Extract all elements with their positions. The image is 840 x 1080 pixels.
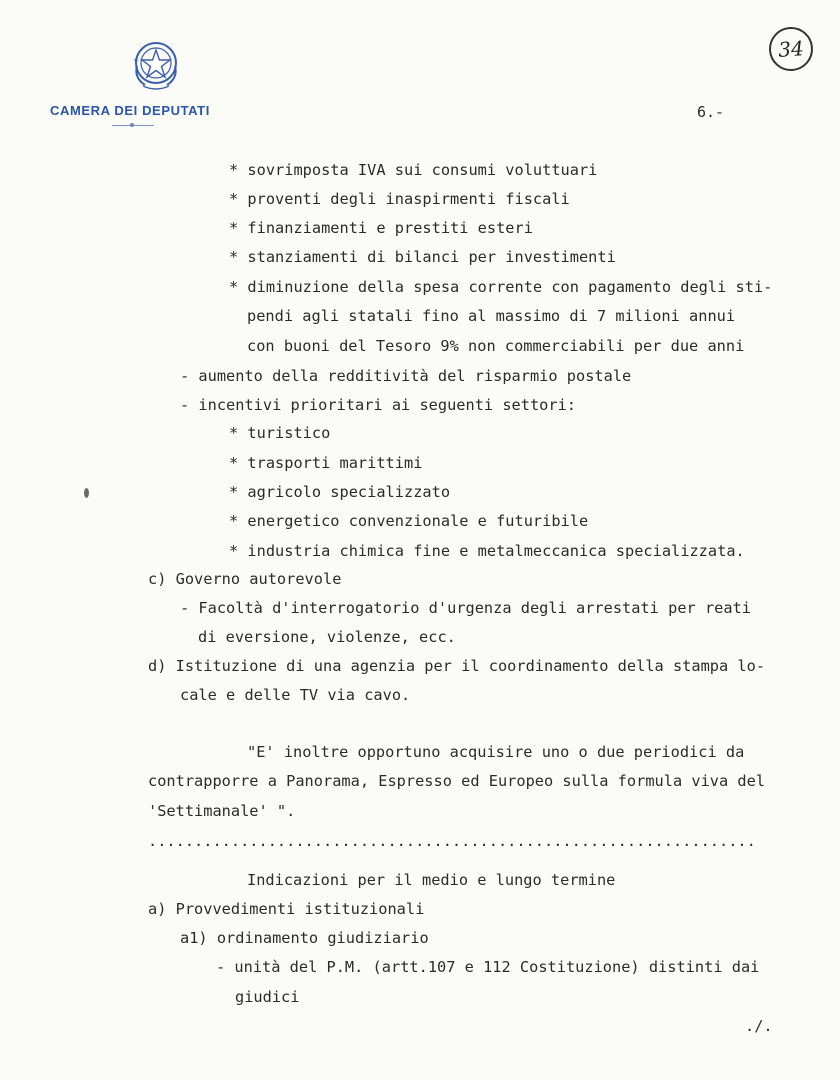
list-item: * finanziamenti e prestiti esteri xyxy=(229,219,533,237)
section-heading: a) Provvedimenti istituzionali xyxy=(148,900,425,918)
list-item: * trasporti marittimi xyxy=(229,454,423,472)
list-item-continuation: giudici xyxy=(235,988,300,1006)
institution-name: CAMERA DEI DEPUTATI xyxy=(50,103,210,118)
list-item: * energetico convenzionale e futuribile xyxy=(229,512,589,530)
italian-republic-emblem-icon xyxy=(131,36,181,92)
paragraph-line: 'Settimanale' ". xyxy=(148,802,296,820)
list-item: * agricolo specializzato xyxy=(229,483,451,501)
list-item: * industria chimica fine e metalmeccanica specializzata. xyxy=(229,542,745,560)
list-item-continuation: di eversione, violenze, ecc. xyxy=(198,628,456,646)
subsection-heading: a1) ordinamento giudiziario xyxy=(180,929,429,947)
list-item-continuation: con buoni del Tesoro 9% non commerciabili per due anni xyxy=(247,337,745,355)
list-item: - incentivi prioritari ai seguenti settori: xyxy=(180,396,577,414)
paragraph-line: "E' inoltre opportuno acquisire uno o due periodici da xyxy=(247,743,745,761)
continuation-mark: ./. xyxy=(745,1017,773,1035)
list-item: * turistico xyxy=(229,424,331,442)
section-heading: d) Istituzione di una agenzia per il coordinamento della stampa lo- xyxy=(148,657,766,675)
paragraph-line: contrapporre a Panorama, Espresso ed Europeo sulla formula viva del xyxy=(148,772,766,790)
list-item: * stanziamenti di bilanci per investimenti xyxy=(229,248,616,266)
list-item: - unità del P.M. (artt.107 e 112 Costituzione) distinti dai xyxy=(216,958,760,976)
archive-number-mark: 34 xyxy=(768,26,815,73)
page-number: 6.- xyxy=(697,103,725,121)
section-heading: c) Governo autorevole xyxy=(148,570,342,588)
dotted-separator: .................................................................. xyxy=(148,832,756,850)
list-item-continuation: pendi agli statali fino al massimo di 7 milioni annui xyxy=(247,307,736,325)
section-continuation: cale e delle TV via cavo. xyxy=(180,686,411,704)
section-title: Indicazioni per il medio e lungo termine xyxy=(247,871,616,889)
list-item: * diminuzione della spesa corrente con pagamento degli sti- xyxy=(229,278,773,296)
list-item: * sovrimposta IVA sui consumi voluttuari xyxy=(229,161,598,179)
list-item: * proventi degli inaspirmenti fiscali xyxy=(229,190,570,208)
ink-spot xyxy=(84,488,89,498)
header-divider-dot xyxy=(130,123,134,127)
list-item: - Facoltà d'interrogatorio d'urgenza degli arrestati per reati xyxy=(180,599,751,617)
list-item: - aumento della redditività del risparmio postale xyxy=(180,367,632,385)
